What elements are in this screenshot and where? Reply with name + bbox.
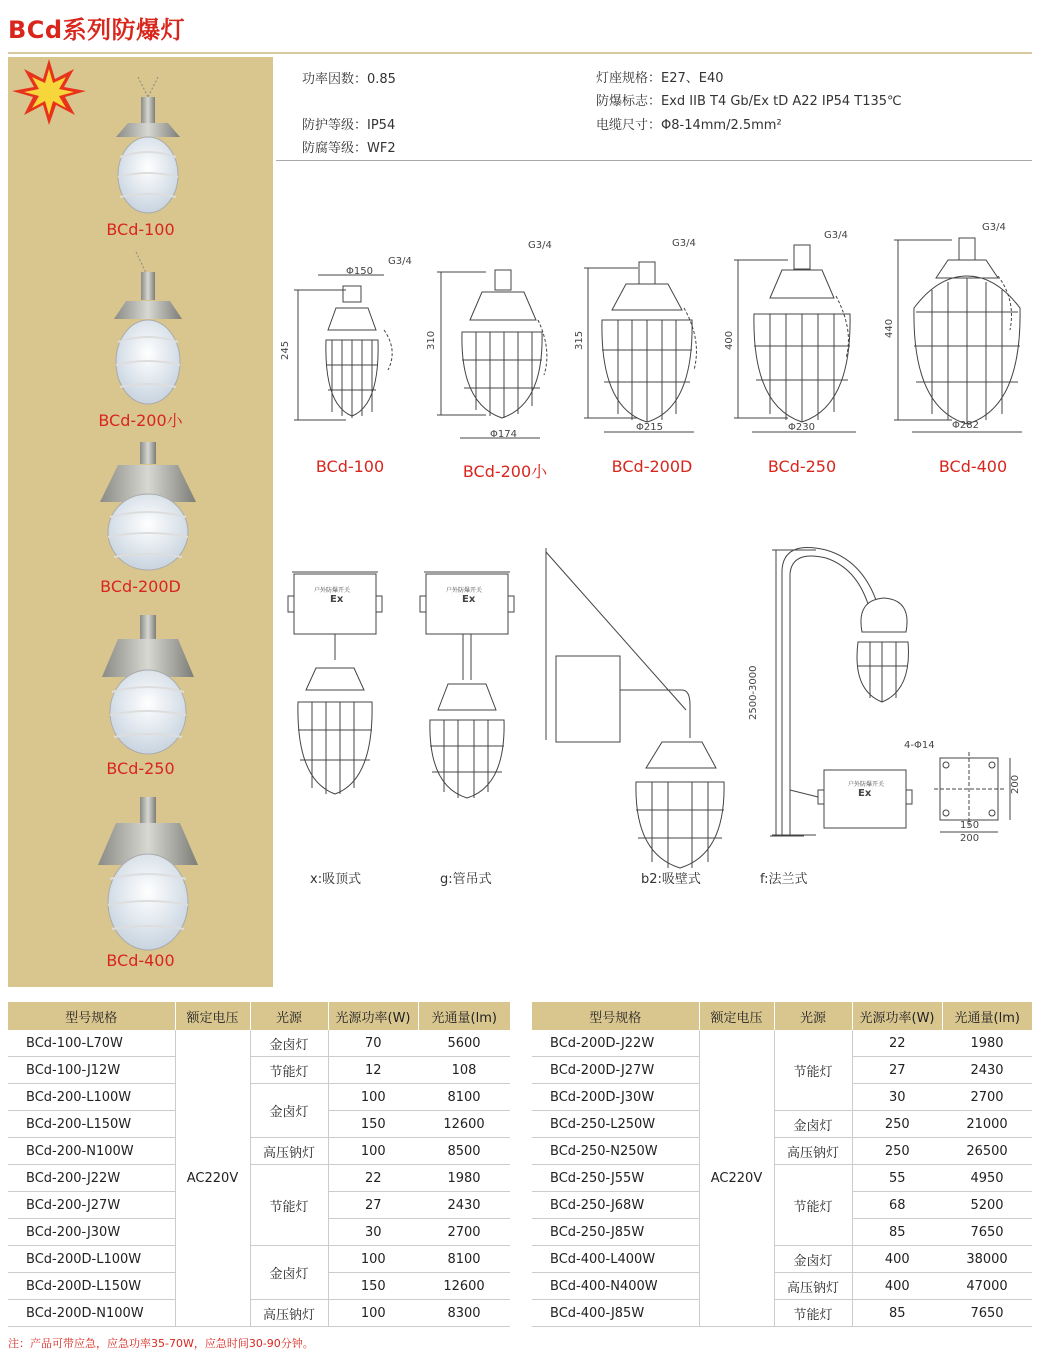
dim-plate-label: 150 bbox=[960, 820, 980, 831]
flux-cell: 12600 bbox=[418, 1111, 510, 1138]
flux-cell: 8300 bbox=[418, 1300, 510, 1327]
source-cell: 高压钠灯 bbox=[250, 1300, 328, 1327]
model-cell: BCd-200-L150W bbox=[8, 1111, 175, 1138]
flux-cell: 5600 bbox=[418, 1030, 510, 1057]
power-cell: 70 bbox=[328, 1030, 418, 1057]
sidebar-model-label: BCd-250 bbox=[106, 759, 175, 778]
drawing-model-label: BCd-250 bbox=[767, 457, 837, 476]
model-cell: BCd-250-J85W bbox=[532, 1219, 699, 1246]
table-row bbox=[8, 1084, 510, 1111]
spec-divider bbox=[276, 160, 1032, 161]
model-cell: BCd-200D-J30W bbox=[532, 1084, 699, 1111]
source-cell: 节能灯 bbox=[774, 1300, 852, 1327]
power-cell: 85 bbox=[852, 1219, 942, 1246]
voltage-cell: AC220V bbox=[699, 1030, 774, 1327]
product-photos bbox=[8, 57, 273, 987]
flux-cell: 8100 bbox=[418, 1084, 510, 1111]
table-row bbox=[8, 1030, 510, 1057]
model-cell: BCd-250-L250W bbox=[532, 1111, 699, 1138]
source-cell: 高压钠灯 bbox=[774, 1273, 852, 1300]
drawing-bcd-400 bbox=[894, 238, 1022, 432]
box-text-label: 户外防爆开关 bbox=[314, 587, 351, 594]
box-ex-label: Ex bbox=[858, 788, 872, 799]
power-cell: 30 bbox=[328, 1219, 418, 1246]
dim-height-label: 315 bbox=[574, 330, 585, 350]
power-cell: 100 bbox=[328, 1300, 418, 1327]
dim-plate-label: 200 bbox=[1010, 774, 1021, 794]
table-header: 型号规格 bbox=[532, 1002, 699, 1030]
table-row bbox=[8, 1138, 510, 1165]
drawing-mount-ceiling bbox=[288, 572, 382, 794]
sidebar-model-label: BCd-200小 bbox=[98, 411, 183, 430]
ex-badge-icon bbox=[12, 59, 86, 125]
power-cell: 30 bbox=[852, 1084, 942, 1111]
power-cell: 150 bbox=[328, 1111, 418, 1138]
dim-thread-label: G3/4 bbox=[982, 222, 1006, 233]
spec-table-right bbox=[532, 1002, 1032, 1327]
model-cell: BCd-200-L100W bbox=[8, 1084, 175, 1111]
drawing-model-label: BCd-400 bbox=[938, 457, 1008, 476]
lamp-photo-bcd-200-small bbox=[114, 252, 182, 404]
power-cell: 100 bbox=[328, 1084, 418, 1111]
model-cell: BCd-250-N250W bbox=[532, 1138, 699, 1165]
table-header: 型号规格 bbox=[8, 1002, 175, 1030]
spec-anticorrosion: 防腐等级：WF2 bbox=[302, 141, 396, 156]
power-cell: 400 bbox=[852, 1273, 942, 1300]
spec-cable: 电缆尺寸：Φ8-14mm/2.5mm² bbox=[596, 118, 782, 133]
box-text-label: 户外防爆开关 bbox=[446, 587, 483, 594]
model-cell: BCd-400-N400W bbox=[532, 1273, 699, 1300]
lamp-photo-bcd-200d bbox=[100, 442, 196, 570]
model-cell: BCd-200D-J22W bbox=[532, 1030, 699, 1057]
mount-method-label: b2:吸壁式 bbox=[641, 872, 701, 887]
sidebar-model-label: BCd-200D bbox=[100, 577, 181, 596]
table-row bbox=[8, 1300, 510, 1327]
footnote: 注：产品可带应急，应急功率35-70W，应急时间30-90分钟。 bbox=[8, 1337, 314, 1350]
dim-thread-label: G3/4 bbox=[388, 256, 412, 267]
spec-explosion-mark: 防爆标志：Exd IIB T4 Gb/Ex tD A22 IP54 T135℃ bbox=[596, 94, 902, 109]
power-cell: 250 bbox=[852, 1111, 942, 1138]
flux-cell: 2430 bbox=[942, 1057, 1032, 1084]
dim-height-label: 245 bbox=[280, 340, 291, 360]
spec-table-left bbox=[8, 1002, 510, 1327]
table-header: 光源功率(W) bbox=[852, 1002, 942, 1030]
flux-cell: 2700 bbox=[418, 1219, 510, 1246]
flux-cell: 2700 bbox=[942, 1084, 1032, 1111]
lamp-photo-bcd-400 bbox=[98, 797, 198, 950]
model-cell: BCd-200D-L150W bbox=[8, 1273, 175, 1300]
drawing-bcd-100 bbox=[294, 275, 392, 420]
drawing-bcd-200d bbox=[584, 262, 696, 432]
model-cell: BCd-200D-L100W bbox=[8, 1246, 175, 1273]
box-text-label: 户外防爆开关 bbox=[848, 781, 885, 788]
power-cell: 150 bbox=[328, 1273, 418, 1300]
page-title: BCd系列防爆灯 bbox=[8, 16, 186, 44]
lamp-photo-bcd-250 bbox=[102, 615, 194, 754]
model-cell: BCd-100-J12W bbox=[8, 1057, 175, 1084]
table-header: 额定电压 bbox=[175, 1002, 250, 1030]
flux-cell: 12600 bbox=[418, 1273, 510, 1300]
dim-diameter-label: Φ150 bbox=[346, 266, 373, 277]
power-cell: 55 bbox=[852, 1165, 942, 1192]
table-header: 光源 bbox=[774, 1002, 852, 1030]
model-cell: BCd-200-J30W bbox=[8, 1219, 175, 1246]
flux-cell: 7650 bbox=[942, 1219, 1032, 1246]
spec-power-factor: 功率因数：0.85 bbox=[302, 72, 396, 87]
source-cell: 节能灯 bbox=[250, 1165, 328, 1246]
source-cell: 金卤灯 bbox=[250, 1246, 328, 1300]
mount-method-label: f:法兰式 bbox=[760, 872, 808, 887]
flux-cell: 8100 bbox=[418, 1246, 510, 1273]
table-row bbox=[8, 1246, 510, 1273]
table-row bbox=[532, 1138, 1032, 1165]
flux-cell: 2430 bbox=[418, 1192, 510, 1219]
flux-cell: 38000 bbox=[942, 1246, 1032, 1273]
table-header: 光源功率(W) bbox=[328, 1002, 418, 1030]
power-cell: 100 bbox=[328, 1246, 418, 1273]
power-cell: 22 bbox=[328, 1165, 418, 1192]
voltage-cell: AC220V bbox=[175, 1030, 250, 1327]
drawing-bcd-200-small bbox=[437, 270, 547, 438]
model-cell: BCd-250-J55W bbox=[532, 1165, 699, 1192]
table-header: 光通量(lm) bbox=[418, 1002, 510, 1030]
flux-cell: 1980 bbox=[942, 1030, 1032, 1057]
dim-pole-label: 2500-3000 bbox=[748, 665, 759, 720]
mount-method-label: g:管吊式 bbox=[440, 872, 492, 887]
drawing-mount-wall bbox=[546, 548, 724, 868]
power-cell: 85 bbox=[852, 1300, 942, 1327]
source-cell: 高压钠灯 bbox=[774, 1138, 852, 1165]
dim-height-label: 440 bbox=[884, 318, 895, 338]
drawing-model-label: BCd-200D bbox=[611, 457, 693, 476]
power-cell: 400 bbox=[852, 1246, 942, 1273]
table-row bbox=[8, 1057, 510, 1084]
table-row bbox=[8, 1165, 510, 1192]
power-cell: 27 bbox=[852, 1057, 942, 1084]
drawing-model-label: BCd-200小 bbox=[462, 462, 548, 481]
title-divider bbox=[8, 52, 1032, 54]
source-cell: 节能灯 bbox=[250, 1057, 328, 1084]
power-cell: 68 bbox=[852, 1192, 942, 1219]
table-header: 光通量(lm) bbox=[942, 1002, 1032, 1030]
dim-diameter-label: Φ230 bbox=[788, 422, 815, 433]
source-cell: 金卤灯 bbox=[250, 1030, 328, 1057]
power-cell: 12 bbox=[328, 1057, 418, 1084]
flux-cell: 1980 bbox=[418, 1165, 510, 1192]
model-cell: BCd-250-J68W bbox=[532, 1192, 699, 1219]
table-row bbox=[532, 1300, 1032, 1327]
dim-diameter-label: Φ215 bbox=[636, 422, 663, 433]
drawing-bcd-250 bbox=[734, 245, 856, 432]
box-ex-label: Ex bbox=[462, 594, 476, 605]
table-row bbox=[532, 1030, 1032, 1057]
flux-cell: 108 bbox=[418, 1057, 510, 1084]
source-cell: 高压钠灯 bbox=[250, 1138, 328, 1165]
model-cell: BCd-200-N100W bbox=[8, 1138, 175, 1165]
sidebar-model-label: BCd-400 bbox=[106, 951, 175, 970]
flux-cell: 5200 bbox=[942, 1192, 1032, 1219]
drawing-model-label: BCd-100 bbox=[315, 457, 385, 476]
flux-cell: 7650 bbox=[942, 1300, 1032, 1327]
product-photo-sidebar bbox=[8, 57, 273, 987]
table-row bbox=[532, 1111, 1032, 1138]
model-cell: BCd-200D-N100W bbox=[8, 1300, 175, 1327]
drawing-mount-flange bbox=[770, 548, 912, 837]
flux-cell: 47000 bbox=[942, 1273, 1032, 1300]
dim-plate-label: 200 bbox=[960, 833, 980, 844]
model-cell: BCd-400-J85W bbox=[532, 1300, 699, 1327]
dim-height-label: 400 bbox=[724, 330, 735, 350]
mount-method-label: x:吸顶式 bbox=[310, 872, 362, 887]
sidebar-model-label: BCd-100 bbox=[106, 220, 175, 239]
power-cell: 27 bbox=[328, 1192, 418, 1219]
source-cell: 金卤灯 bbox=[250, 1084, 328, 1138]
table-row bbox=[532, 1273, 1032, 1300]
source-cell: 金卤灯 bbox=[774, 1111, 852, 1138]
table-row bbox=[532, 1246, 1032, 1273]
model-cell: BCd-200D-J27W bbox=[532, 1057, 699, 1084]
source-cell: 金卤灯 bbox=[774, 1246, 852, 1273]
model-cell: BCd-100-L70W bbox=[8, 1030, 175, 1057]
spec-protection: 防护等级：IP54 bbox=[302, 118, 396, 133]
source-cell: 节能灯 bbox=[774, 1030, 852, 1111]
flux-cell: 26500 bbox=[942, 1138, 1032, 1165]
power-cell: 22 bbox=[852, 1030, 942, 1057]
spec-socket: 灯座规格：E27、E40 bbox=[596, 71, 724, 86]
power-cell: 250 bbox=[852, 1138, 942, 1165]
box-ex-label: Ex bbox=[330, 594, 344, 605]
lamp-photo-bcd-100 bbox=[116, 77, 180, 213]
flux-cell: 21000 bbox=[942, 1111, 1032, 1138]
table-header: 额定电压 bbox=[699, 1002, 774, 1030]
source-cell: 节能灯 bbox=[774, 1165, 852, 1246]
drawing-mount-pendant bbox=[420, 572, 514, 798]
dim-thread-label: G3/4 bbox=[528, 240, 552, 251]
model-cell: BCd-400-L400W bbox=[532, 1246, 699, 1273]
dim-diameter-label: Φ282 bbox=[952, 420, 979, 431]
model-cell: BCd-200-J27W bbox=[8, 1192, 175, 1219]
table-header: 光源 bbox=[250, 1002, 328, 1030]
dimension-drawings bbox=[276, 190, 1036, 890]
dim-height-label: 310 bbox=[426, 330, 437, 350]
power-cell: 100 bbox=[328, 1138, 418, 1165]
dim-thread-label: G3/4 bbox=[824, 230, 848, 241]
dim-diameter-label: Φ174 bbox=[490, 429, 517, 440]
flux-cell: 8500 bbox=[418, 1138, 510, 1165]
flux-cell: 4950 bbox=[942, 1165, 1032, 1192]
dim-thread-label: G3/4 bbox=[672, 238, 696, 249]
table-row bbox=[532, 1165, 1032, 1192]
model-cell: BCd-200-J22W bbox=[8, 1165, 175, 1192]
dim-holes-label: 4-Φ14 bbox=[904, 740, 935, 751]
